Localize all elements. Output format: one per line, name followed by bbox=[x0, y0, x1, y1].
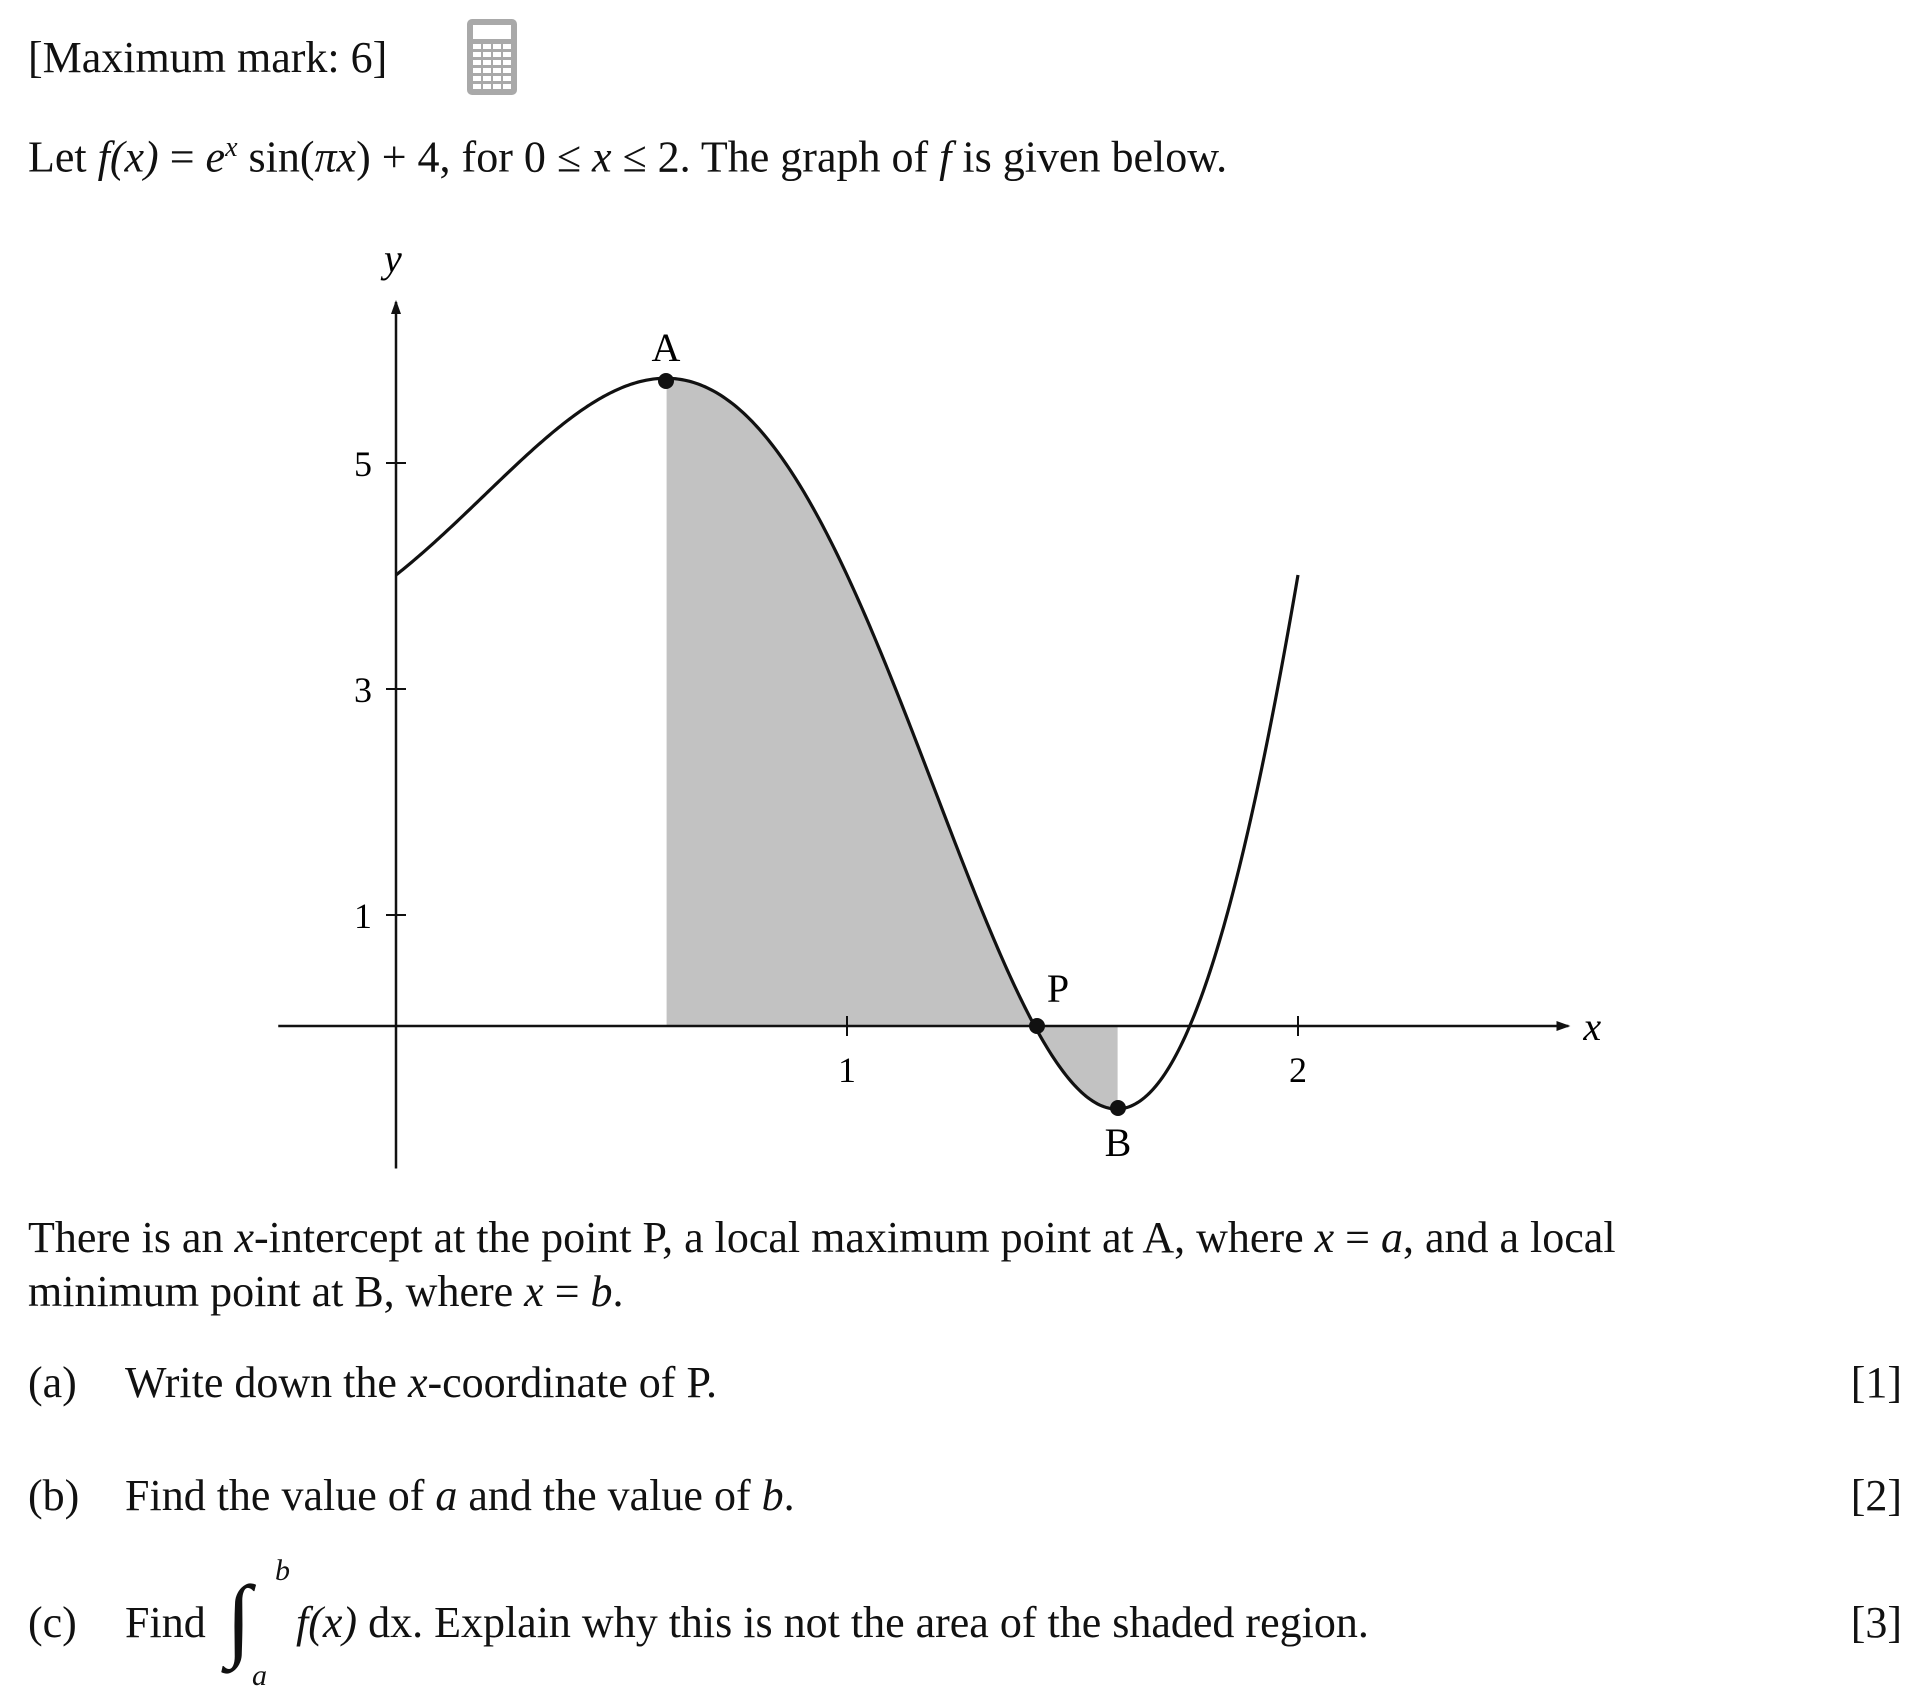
question-c-label: (c) bbox=[28, 1598, 77, 1647]
point-b bbox=[1110, 1100, 1126, 1116]
question-c-text-find: Find bbox=[125, 1598, 206, 1647]
point-a bbox=[658, 373, 674, 389]
question-b-marks: [2] bbox=[1850, 1471, 1902, 1520]
question-a-label: (a) bbox=[28, 1358, 77, 1407]
x-tick-label: 2 bbox=[1289, 1050, 1307, 1090]
point-label-b: B bbox=[1104, 1120, 1132, 1165]
description-line-1: There is an x-intercept at the point P, a local maximum point at A, where x = a, and a local bbox=[28, 1213, 1616, 1262]
x-axis-label: x bbox=[1583, 1004, 1602, 1049]
integral-sign: ∫ bbox=[226, 1567, 252, 1669]
y-tick-label: 3 bbox=[354, 670, 372, 710]
question-b-text: Find the value of a and the value of b. bbox=[125, 1471, 795, 1520]
intro-line: Let $f(x) = e^x$ sin(πx) + 4, for 0 ≤ x ≤ 2. The graph of f is given below. bbox=[28, 132, 1228, 182]
y-tick-label: 1 bbox=[354, 896, 372, 936]
y-axis-label: y bbox=[384, 236, 402, 281]
point-label-p: P bbox=[1046, 966, 1070, 1011]
point-label-a: A bbox=[651, 325, 681, 370]
question-b-label: (b) bbox=[28, 1471, 80, 1520]
max-mark-label: [Maximum mark: 6] bbox=[28, 33, 388, 82]
question-a-text: Write down the x-coordinate of P. bbox=[125, 1358, 718, 1407]
integral-lower-limit: a bbox=[252, 1659, 267, 1692]
y-tick-label: 5 bbox=[354, 444, 372, 484]
question-c-text: f(x) dx. Explain why this is not the area of the shaded region. bbox=[296, 1598, 1369, 1647]
x-tick-label: 1 bbox=[838, 1050, 856, 1090]
integral-upper-limit: b bbox=[275, 1554, 290, 1587]
point-p bbox=[1029, 1018, 1045, 1034]
question-c-marks: [3] bbox=[1850, 1598, 1902, 1647]
question-a-marks: [1] bbox=[1850, 1358, 1902, 1407]
description-line-2: minimum point at B, where x = b. bbox=[28, 1267, 624, 1316]
